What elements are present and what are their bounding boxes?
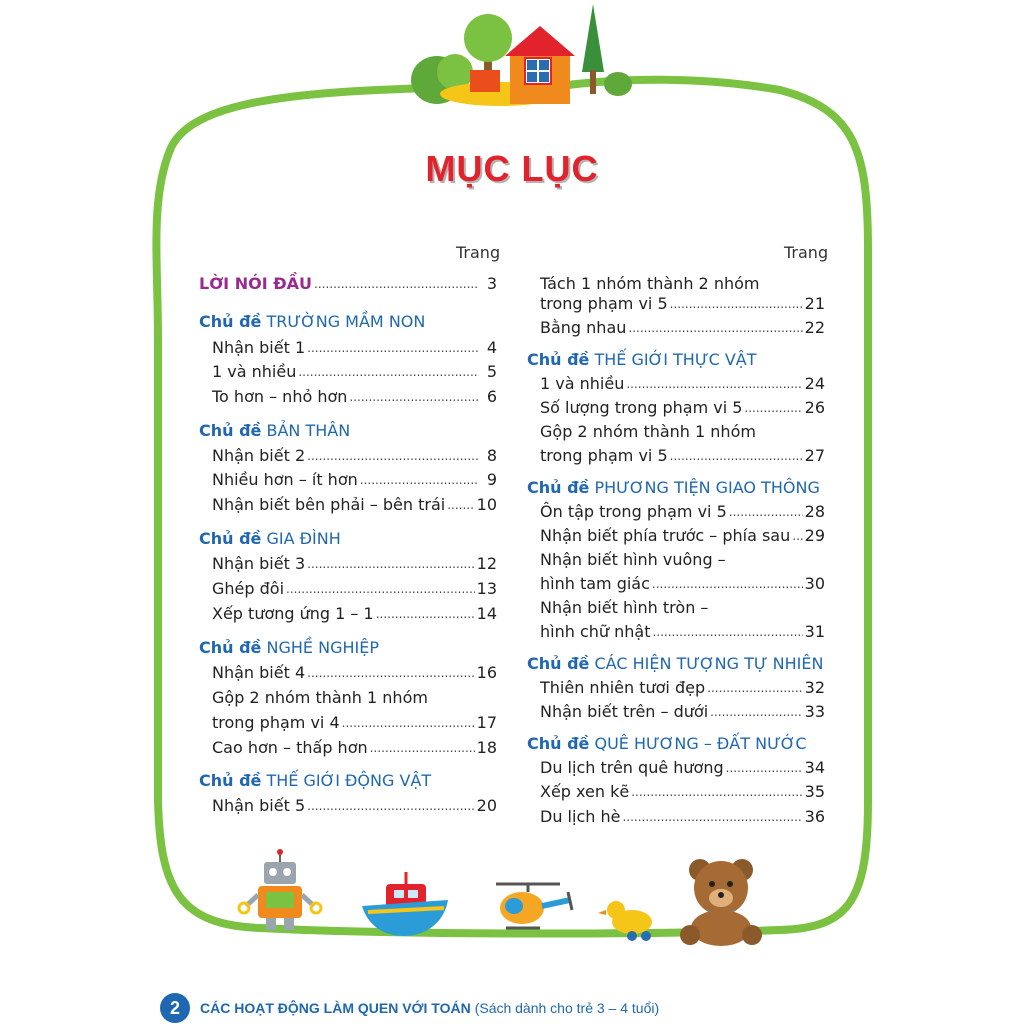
leader-dots [670, 294, 803, 314]
toc-page-number: 12 [476, 554, 497, 573]
leader-dots [307, 796, 475, 816]
page-column-label-left: Trang [456, 243, 501, 262]
toc-page-number: 30 [804, 574, 825, 593]
toc-entry-label: Xếp tương ứng 1 – 1 [212, 604, 374, 623]
page-footer [160, 994, 659, 1022]
toc-entry-line[interactable]: Tách 1 nhóm thành 2 nhóm [540, 274, 760, 293]
toc-page-number: 4 [486, 338, 497, 357]
toc-entry-label: Ghép đôi [212, 579, 285, 598]
topic-heading [527, 654, 823, 674]
toc-entry-label: hình chữ nhật [540, 622, 651, 641]
book-title: CÁC HOẠT ĐỘNG LÀM QUEN VỚI TOÁN [200, 1000, 471, 1016]
topic-heading [527, 478, 820, 498]
toc-entry-label: hình tam giác [540, 574, 650, 593]
topic-heading [199, 529, 341, 549]
topic-name: BẢN THÂN [266, 421, 351, 440]
toc-entry[interactable] [212, 495, 497, 515]
toc-page-number: 3 [486, 274, 497, 293]
toc-entry[interactable] [540, 502, 825, 522]
leader-dots [652, 574, 803, 594]
toc-entry-label: Nhận biết 5 [212, 796, 306, 815]
toc-entry[interactable] [540, 446, 825, 466]
toc-page-number: 8 [486, 446, 497, 465]
leader-dots [298, 362, 479, 382]
page-title: MỤC LỤC [425, 148, 599, 189]
toc-entry[interactable] [212, 663, 497, 683]
toc-entry-label: Nhận biết 4 [212, 663, 306, 682]
leader-dots [628, 318, 802, 338]
toc-entry[interactable] [540, 758, 825, 778]
leader-dots [729, 502, 803, 522]
toc-entry-label: Nhiều hơn – ít hơn [212, 470, 358, 489]
topic-heading [199, 638, 379, 658]
toc-entry-line[interactable]: Nhận biết hình tròn – [540, 598, 709, 617]
topic-keyword: Chủ đề [199, 638, 262, 657]
toc-entry[interactable] [212, 446, 497, 466]
leader-dots [307, 554, 475, 574]
toc-page-number: 24 [804, 374, 825, 393]
leader-dots [670, 446, 803, 466]
topic-name: TRƯỜNG MẦM NON [266, 312, 426, 331]
toc-entry-label: Nhận biết bên phải – bên trái [212, 495, 446, 514]
teddy-bear-icon [680, 859, 762, 946]
toc-page-number: 6 [486, 387, 497, 406]
topic-keyword: Chủ đề [199, 529, 262, 548]
toc-page-number: 14 [476, 604, 497, 623]
toc-page-number: 13 [476, 579, 497, 598]
toc-entry-label: 1 và nhiều [212, 362, 297, 381]
topic-keyword: Chủ đề [199, 312, 262, 331]
topic-keyword: Chủ đề [199, 421, 262, 440]
leader-dots [652, 622, 802, 642]
topic-heading [527, 734, 807, 754]
toc-entry[interactable] [540, 526, 825, 546]
toc-entry-label: Nhận biết 2 [212, 446, 306, 465]
toc-entry[interactable] [540, 294, 825, 314]
toc-entry-line[interactable]: Gộp 2 nhóm thành 1 nhóm [212, 688, 428, 707]
leader-dots [307, 446, 479, 466]
toc-entry[interactable] [540, 702, 825, 722]
toc-entry-line[interactable]: Nhận biết hình vuông – [540, 550, 726, 569]
topic-name: PHƯƠNG TIỆN GIAO THÔNG [594, 478, 820, 497]
topic-keyword: Chủ đề [527, 734, 590, 753]
toc-page-number: 20 [476, 796, 497, 815]
topic-heading [199, 312, 425, 332]
toc-page-number: 22 [804, 318, 825, 337]
leader-dots [626, 374, 802, 394]
toc-entry-label: Nhận biết 1 [212, 338, 306, 357]
topic-heading [527, 350, 756, 370]
leader-dots [314, 274, 479, 294]
toc-page-number: 32 [804, 678, 825, 697]
toc-entry[interactable] [212, 470, 497, 490]
leader-dots [342, 713, 475, 733]
leader-dots [360, 470, 479, 490]
toc-page-number: 35 [804, 782, 825, 801]
toc-entry-label: Xếp xen kẽ [540, 782, 630, 801]
toc-page-number: 36 [804, 807, 825, 826]
toc-page-number: 34 [804, 758, 825, 777]
toc-entry[interactable] [540, 318, 825, 338]
toc-entry-line[interactable]: Gộp 2 nhóm thành 1 nhóm [540, 422, 756, 441]
leader-dots [707, 678, 803, 698]
toc-entry-label: 1 và nhiều [540, 374, 625, 393]
toc-entry-label: Du lịch hè [540, 807, 621, 826]
toc-entry-label: trong phạm vi 5 [540, 446, 668, 465]
toc-entry-label: To hơn – nhỏ hơn [212, 387, 348, 406]
toc-entry[interactable] [212, 713, 497, 733]
toc-entry[interactable] [212, 338, 497, 358]
topic-keyword: Chủ đề [527, 350, 590, 369]
toc-page-number: 27 [804, 446, 825, 465]
leader-dots [307, 338, 479, 358]
boat-toy-icon [362, 872, 448, 936]
toc-page-number: 5 [486, 362, 497, 381]
toc-entry[interactable] [212, 796, 497, 816]
toc-entry[interactable] [540, 574, 825, 594]
toc-page-number: 33 [804, 702, 825, 721]
toc-entry-label: Nhận biết 3 [212, 554, 306, 573]
toc-entry[interactable] [212, 387, 497, 407]
toc-entry-label: Bằng nhau [540, 318, 627, 337]
leader-dots [376, 604, 475, 624]
toc-entry-label: Số lượng trong phạm vi 5 [540, 398, 743, 417]
toc-entry[interactable] [212, 738, 497, 758]
leader-dots [307, 663, 475, 683]
toc-entry[interactable] [212, 362, 497, 382]
house-scene-icon [411, 4, 632, 106]
page-column-label-right: Trang [784, 243, 829, 262]
topic-keyword: Chủ đề [199, 771, 262, 790]
toc-entry[interactable] [540, 807, 825, 827]
leader-dots [447, 495, 474, 515]
toc-page-number: 29 [804, 526, 825, 545]
topic-keyword: Chủ đề [527, 654, 590, 673]
toc-entry-label: Cao hơn – thấp hơn [212, 738, 368, 757]
toc-entry[interactable] [540, 782, 825, 802]
toc-entry-intro[interactable] [199, 274, 497, 294]
leader-dots [792, 526, 802, 546]
topic-name: THẾ GIỚI THỰC VẬT [594, 350, 757, 369]
leader-dots [744, 398, 802, 418]
toc-entry[interactable] [540, 622, 825, 642]
toc-entry-label: LỜI NÓI ĐẦU [199, 274, 312, 293]
topic-name: NGHỀ NGHIỆP [266, 638, 379, 657]
leader-dots [631, 782, 802, 802]
topic-heading [199, 421, 350, 441]
leader-dots [370, 738, 475, 758]
toc-entry[interactable] [540, 678, 825, 698]
page-number-badge: 2 [160, 993, 190, 1023]
topic-name: QUÊ HƯƠNG – ĐẤT NƯỚC [594, 734, 807, 753]
book-subtitle: (Sách dành cho trẻ 3 – 4 tuổi) [474, 1000, 660, 1016]
helicopter-toy-icon [496, 884, 572, 928]
leader-dots [710, 702, 803, 722]
toc-entry-label: Nhận biết phía trước – phía sau [540, 526, 791, 545]
leader-dots [726, 758, 803, 778]
toc-entry[interactable] [212, 604, 497, 624]
topic-name: CÁC HIỆN TƯỢNG TỰ NHIÊN [594, 654, 824, 673]
leader-dots [622, 807, 802, 827]
toc-entry[interactable] [212, 579, 497, 599]
leader-dots [349, 387, 479, 407]
toc-page-number: 9 [486, 470, 497, 489]
toc-entry-label: Ôn tập trong phạm vi 5 [540, 502, 727, 521]
toc-page-number: 10 [476, 495, 497, 514]
toc-entry-label: Nhận biết trên – dưới [540, 702, 709, 721]
toc-page-number: 31 [804, 622, 825, 641]
topic-heading [199, 771, 431, 791]
toc-page-number: 21 [804, 294, 825, 313]
toc-entry-label: Du lịch trên quê hương [540, 758, 724, 777]
leader-dots [286, 579, 475, 599]
toc-entry-label: Thiên nhiên tươi đẹp [540, 678, 706, 697]
toc-entry[interactable] [540, 398, 825, 418]
toc-entry-label: trong phạm vi 4 [212, 713, 340, 732]
topic-name: GIA ĐÌNH [266, 529, 341, 548]
toc-page-number: 17 [476, 713, 497, 732]
robot-toy-icon [239, 849, 321, 930]
toc-entry[interactable] [540, 374, 825, 394]
toc-entry-label: trong phạm vi 5 [540, 294, 668, 313]
toc-page-number: 28 [804, 502, 825, 521]
toc-page-number: 26 [804, 398, 825, 417]
toc-page-number: 18 [476, 738, 497, 757]
toc-entry[interactable] [212, 554, 497, 574]
topic-name: THẾ GIỚI ĐỘNG VẬT [266, 771, 432, 790]
toc-page-number: 16 [476, 663, 497, 682]
topic-keyword: Chủ đề [527, 478, 590, 497]
